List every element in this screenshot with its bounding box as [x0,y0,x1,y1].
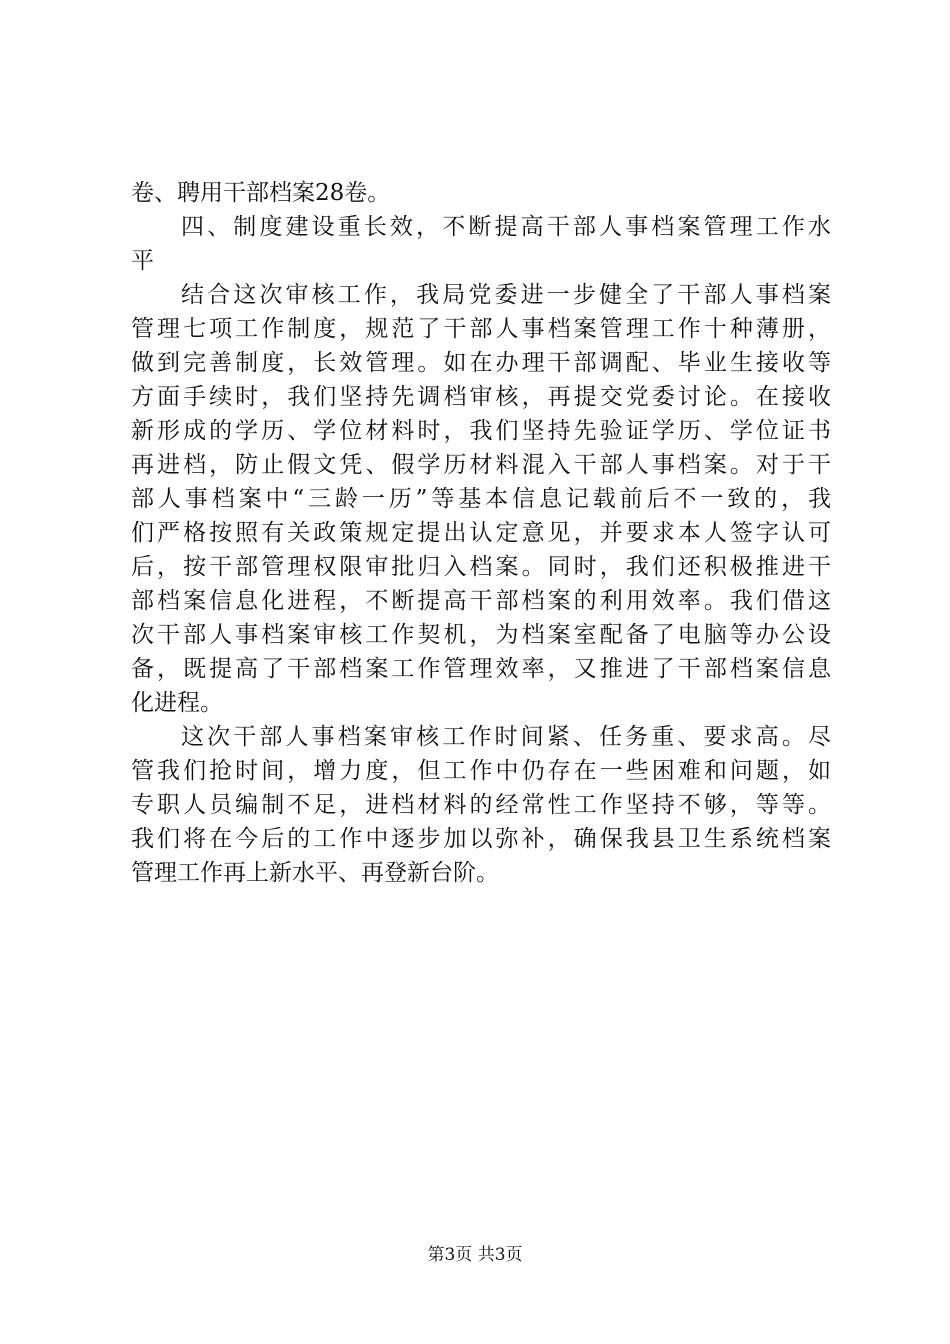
text-line: 备，既提高了干部档案工作管理效率，又推进了干部档案信息 [131,656,831,682]
text-line: 新形成的学历、学位材料时，我们坚持先验证学历、学位证书 [131,418,831,444]
text-line: 后，按干部管理权限审批归入档案。同时，我们还积极推进干 [131,554,831,580]
section-heading-line: 平 [131,248,154,274]
text-line: 专职人员编制不足，进档材料的经常性工作坚持不够，等等。 [131,792,831,818]
text-line: 管理七项工作制度，规范了干部人事档案管理工作十种薄册， [131,316,831,342]
text-line: 管我们抢时间，增力度，但工作中仍存在一些困难和问题，如 [131,758,831,784]
page-number-footer: 第3页 共3页 [427,1245,523,1265]
text-line: 做到完善制度，长效管理。如在办理干部调配、毕业生接收等 [131,350,831,376]
text-line: 再进档，防止假文凭、假学历材料混入干部人事档案。对于干 [131,452,831,478]
text-line: 我们将在今后的工作中逐步加以弥补，确保我县卫生系统档案 [131,826,831,852]
text-line: 们严格按照有关政策规定提出认定意见，并要求本人签字认可 [131,520,831,546]
text-line: 这次干部人事档案审核工作时间紧、任务重、要求高。尽 [181,724,831,750]
text-line: 化进程。 [131,690,223,716]
text-line: 方面手续时，我们坚持先调档审核，再提交党委讨论。在接收 [131,384,831,410]
section-heading-line: 四、制度建设重长效，不断提高干部人事档案管理工作水 [181,214,831,240]
text-line: 结合这次审核工作，我局党委进一步健全了干部人事档案 [181,282,831,308]
text-line: 卷、聘用干部档案28卷。 [131,180,391,206]
text-line: 管理工作再上新水平、再登新台阶。 [131,860,499,886]
text-line: 部人事档案中“三龄一历”等基本信息记载前后不一致的，我 [131,486,831,512]
text-line: 部档案信息化进程，不断提高干部档案的利用效率。我们借这 [131,588,831,614]
text-line: 次干部人事档案审核工作契机，为档案室配备了电脑等办公设 [131,622,831,648]
